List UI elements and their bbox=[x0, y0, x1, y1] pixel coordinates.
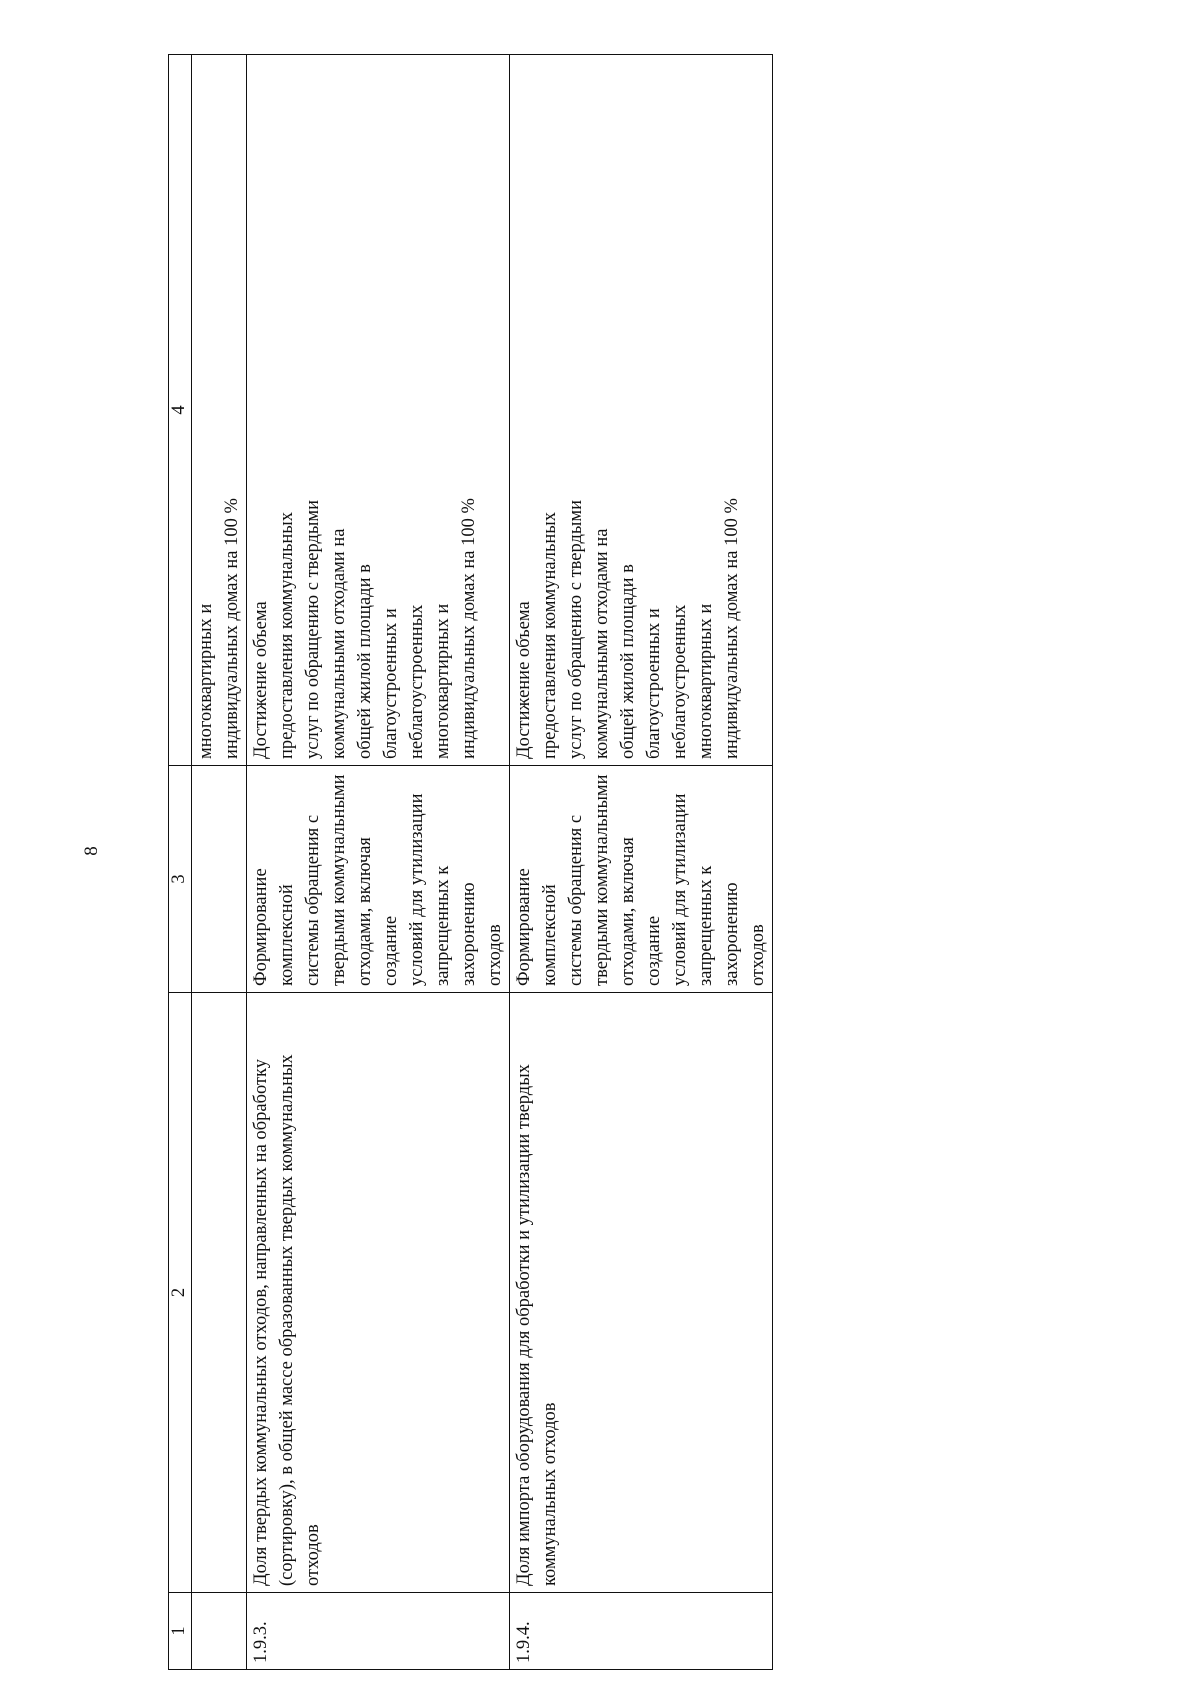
indicator-cell: Доля импорта оборудования для обработки и утилизации твердых коммунальных отходов bbox=[510, 993, 773, 1593]
rotated-table-container bbox=[168, 55, 768, 1670]
indicator-cell bbox=[192, 993, 247, 1593]
header-col-2: 2 bbox=[169, 993, 192, 1593]
page-number: 8 bbox=[81, 846, 102, 856]
row-number-cell: 1.9.4. bbox=[510, 1593, 773, 1670]
result-cell: многоквартирных и индивидуальных домах на 100 % bbox=[192, 55, 247, 766]
header-col-1: 1 bbox=[169, 1593, 192, 1670]
table-row bbox=[247, 55, 510, 1670]
header-col-4: 4 bbox=[169, 55, 192, 766]
indicator-cell: Доля твердых коммунальных отходов, направленных на обработку (сортировку), в общей массе образованных твердых коммунальных отходов bbox=[247, 993, 510, 1593]
indicators-table bbox=[168, 54, 773, 1670]
result-cell: Достижение объема предоставления коммунальных услуг по обращению с твердыми коммунальными отходами на общей жилой площади в благоустроенных и неблагоустроенных многоквартирных и индивидуальных домах на 100 % bbox=[510, 55, 773, 766]
header-col-3: 3 bbox=[169, 766, 192, 993]
table-header-row bbox=[169, 55, 192, 1670]
measure-cell: Формирование комплексной системы обращения с твердыми коммунальными отходами, включая создание условий для утилизации запрещенных к захоронению отходов bbox=[510, 766, 773, 993]
measure-cell: Формирование комплексной системы обращения с твердыми коммунальными отходами, включая создание условий для утилизации запрещенных к захоронению отходов bbox=[247, 766, 510, 993]
row-number-cell: 1.9.3. bbox=[247, 1593, 510, 1670]
table-row bbox=[192, 55, 247, 1670]
table-row bbox=[510, 55, 773, 1670]
result-cell: Достижение объема предоставления коммунальных услуг по обращению с твердыми коммунальными отходами на общей жилой площади в благоустроенных и неблагоустроенных многоквартирных и индивидуальных домах на 100 % bbox=[247, 55, 510, 766]
row-number-cell bbox=[192, 1593, 247, 1670]
measure-cell bbox=[192, 766, 247, 993]
